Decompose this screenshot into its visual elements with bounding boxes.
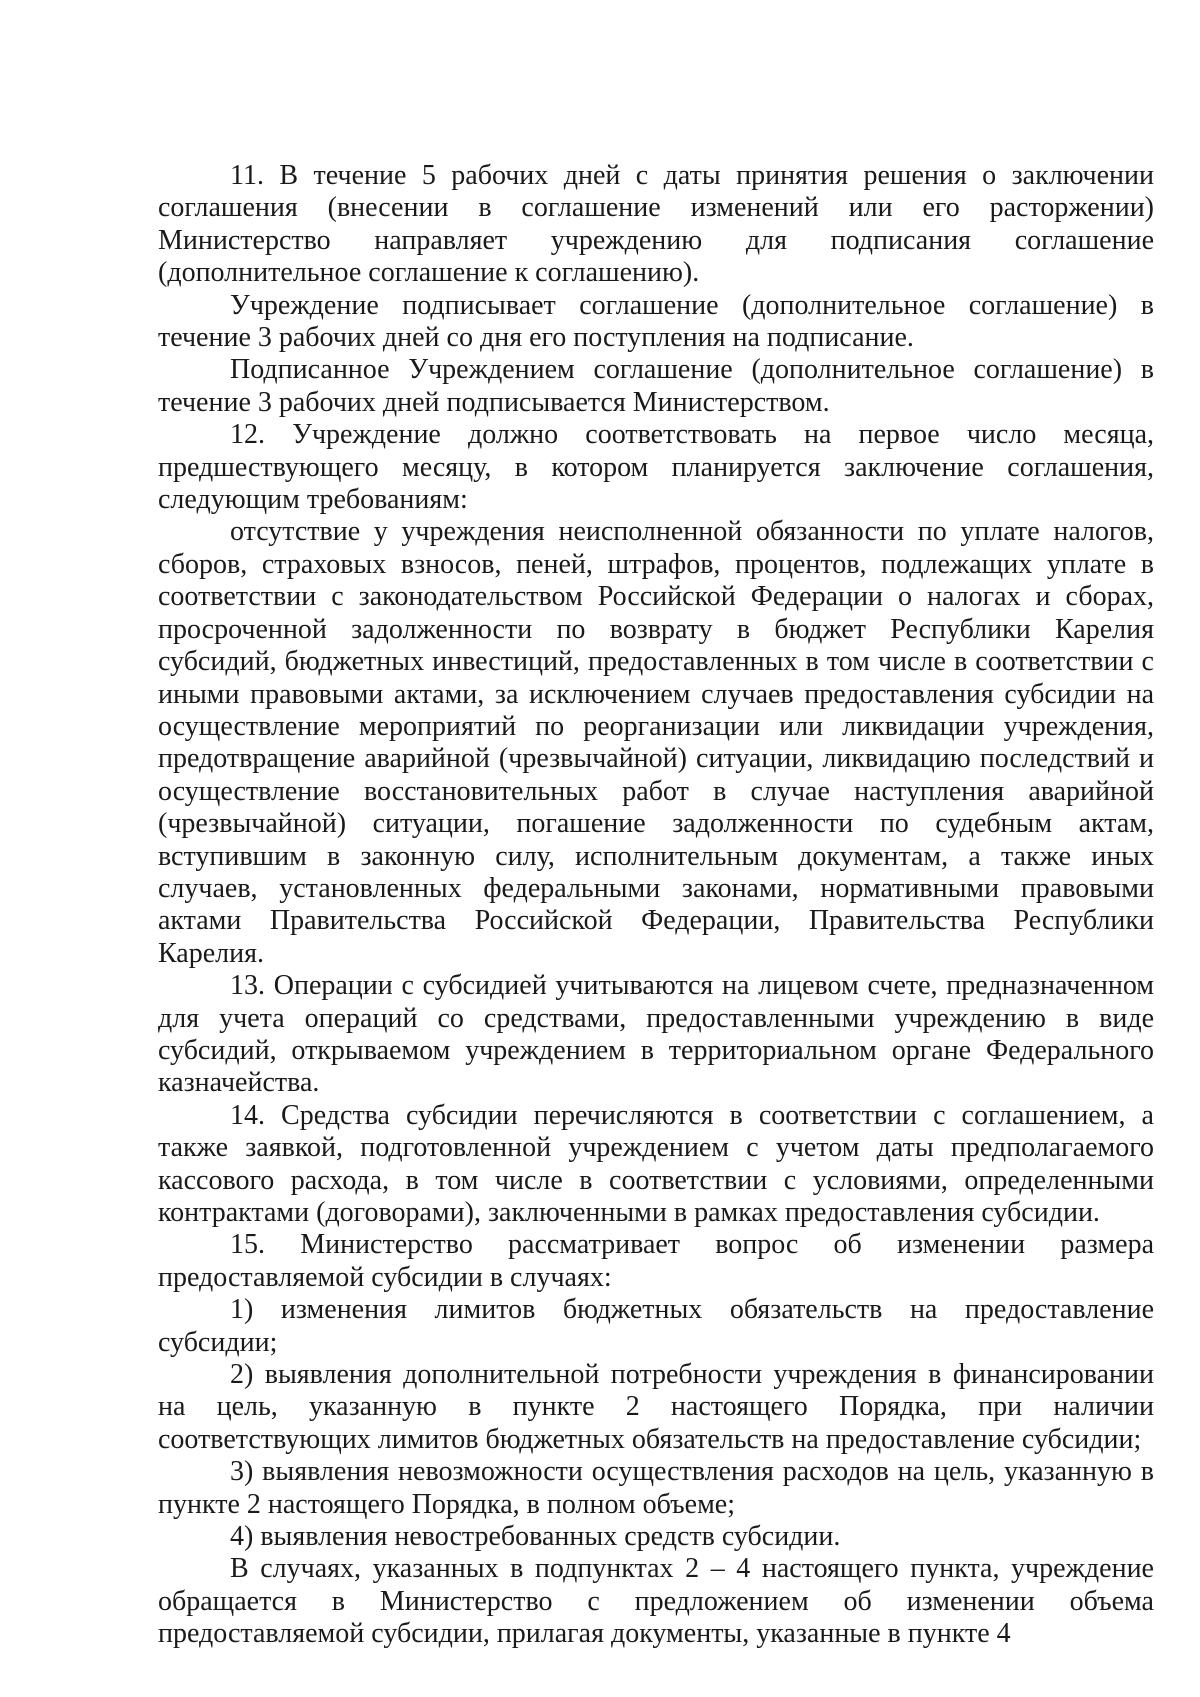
paragraph-15: 15. Министерство рассматривает вопрос об изменении размера предоставляемой субсидии в случаях: <box>158 1229 1154 1293</box>
paragraph-requirements: отсутствие у учреждения неисполненной обязанности по уплате налогов, сборов, страховых взносов, пеней, штрафов, процентов, подлежащих уплате в соответствии с законодательством Российской Федерации о налогах и сборах, просроченной задолженности по возврату в бюджет Республики Карелия субсидий, бюджетных инвестиций, предоставленных в том числе в соответствии с иными правовыми актами, за исключением случаев предоставления субсидии на осуществление мероприятий по реорганизации или ликвидации учреждения, предотвращение аварийной (чрезвычайной) ситуации, ликвидацию последствий и осуществление восстановительных работ в случае наступления аварийной (чрезвычайной) ситуации, погашение задолженности по судебным актам, вступившим в законную силу, исполнительным документам, а также иных случаев, установленных федеральными законами, нормативными правовыми актами Правительства Российской Федерации, Правительства Республики Карелия. <box>158 516 1154 969</box>
document-page <box>158 160 1154 1651</box>
paragraph-signing: Учреждение подписывает соглашение (дополнительное соглашение) в течение 3 рабочих дней со дня его поступления на подписание. <box>158 289 1154 354</box>
paragraph-11: 11. В течение 5 рабочих дней с даты принятия решения о заключении соглашения (внесении в соглашение изменений или его расторжении) Министерство направляет учреждению для подписания соглашение (дополнительное соглашение к соглашению). <box>158 160 1154 289</box>
paragraph-14: 14. Средства субсидии перечисляются в соответствии с соглашением, а также заявкой, подготовленной учреждением с учетом даты предполагаемого кассового расхода, в том числе в соответствии с условиями, определенными контрактами (договорами), заключенными в рамках предоставления субсидии. <box>158 1099 1154 1228</box>
paragraph-12: 12. Учреждение должно соответствовать на первое число месяца, предшествующего месяцу, в котором планируется заключение соглашения, следующим требованиям: <box>158 419 1154 516</box>
paragraph-signed: Подписанное Учреждением соглашение (дополнительное соглашение) в течение 3 рабочих дней подписывается Министерством. <box>158 354 1154 418</box>
paragraph-15-3: 3) выявления невозможности осуществления расходов на цель, указанную в пункте 2 настоящего Порядка, в полном объеме; <box>158 1456 1154 1520</box>
paragraph-15-1: 1) изменения лимитов бюджетных обязательств на предоставление субсидии; <box>158 1294 1154 1358</box>
paragraph-15-4: 4) выявления невостребованных средств субсидии. <box>230 1521 841 1553</box>
paragraph-cases: В случаях, указанных в подпунктах 2 – 4 настоящего пункта, учреждение обращается в Министерство с предложением об изменении объема предоставляемой субсидии, прилагая документы, указанные в пункте 4 <box>158 1553 1154 1650</box>
paragraph-13: 13. Операции с субсидией учитываются на лицевом счете, предназначенном для учета операций со средствами, предоставленными учреждению в виде субсидий, открываемом учреждением в территориальном органе Федерального казначейства. <box>158 970 1154 1099</box>
paragraph-15-2: 2) выявления дополнительной потребности учреждения в финансировании на цель, указанную в пункте 2 настоящего Порядка, при наличии соответствующих лимитов бюджетных обязательств на предоставление субсидии; <box>158 1359 1154 1455</box>
